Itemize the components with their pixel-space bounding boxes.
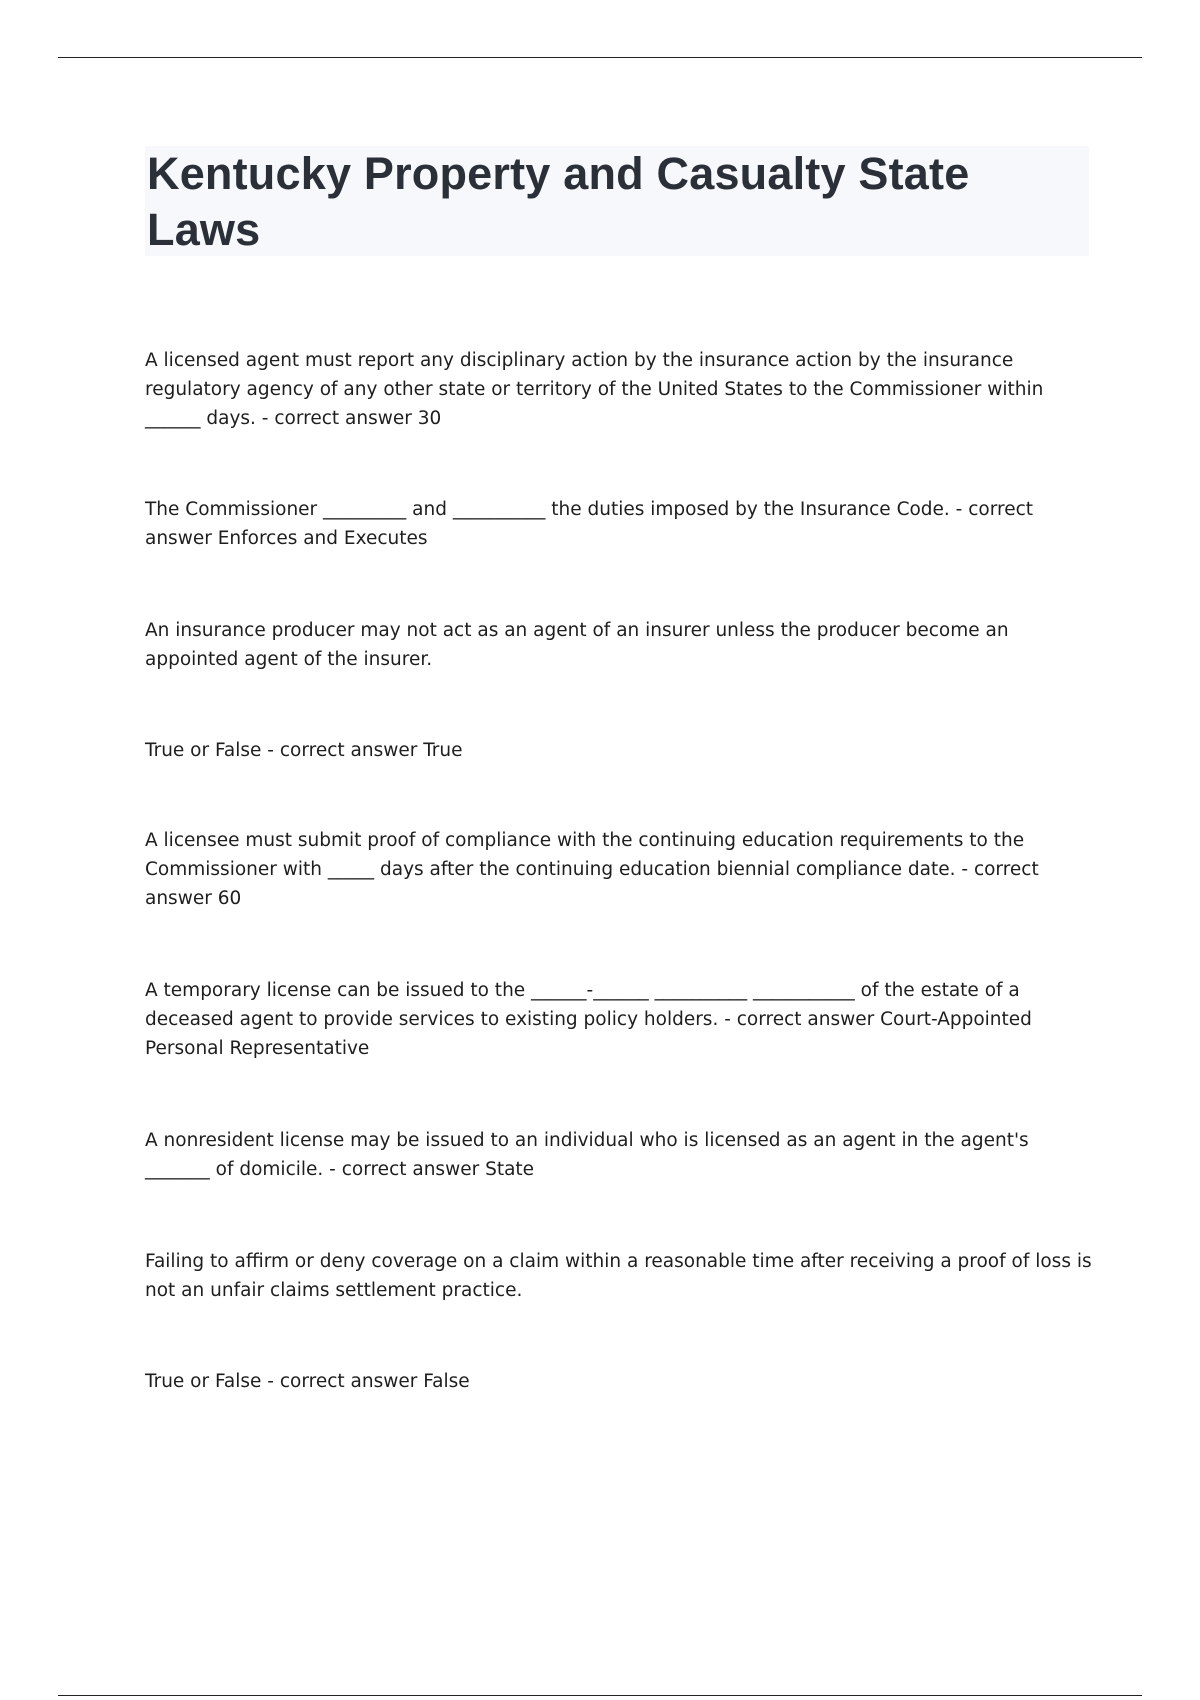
qa-entry: An insurance producer may not act as an agent of an insurer unless the producer become an appointed agent of the insurer. [145,620,1009,670]
qa-entry: The Commissioner _________ and __________ the duties imposed by the Insurance Code. - correct answer Enforces and Executes [145,499,1034,549]
qa-entry: A licensee must submit proof of compliance with the continuing education requirements to the Commissioner with _____ days after the continuing education biennial compliance date. - correct answer 60 [145,830,1039,909]
qa-entry: A licensed agent must report any disciplinary action by the insurance action by the insurance regulatory agency of any other state or territory of the United States to the Commissioner within ______ days. - correct answer 30 [145,350,1044,429]
qa-entry: True or False - correct answer False [145,1371,470,1392]
bottom-divider [58,1695,1142,1696]
qa-entry: Failing to affirm or deny coverage on a claim within a reasonable time after receiving a proof of loss is not an unfair claims settlement practice. [145,1251,1092,1301]
title-banner [145,146,1089,256]
qa-entry: A temporary license can be issued to the ______-______ __________ ___________ of the estate of a deceased agent to provide services to existing policy holders. - correct answer Court-Appointed Personal Representative [145,980,1032,1059]
top-divider [58,57,1142,58]
page-title: Kentucky Property and Casualty State Laws [147,148,970,255]
qa-entry: True or False - correct answer True [145,740,463,761]
qa-entry: A nonresident license may be issued to an individual who is licensed as an agent in the agent's _______ of domicile. - correct answer State [145,1130,1029,1180]
